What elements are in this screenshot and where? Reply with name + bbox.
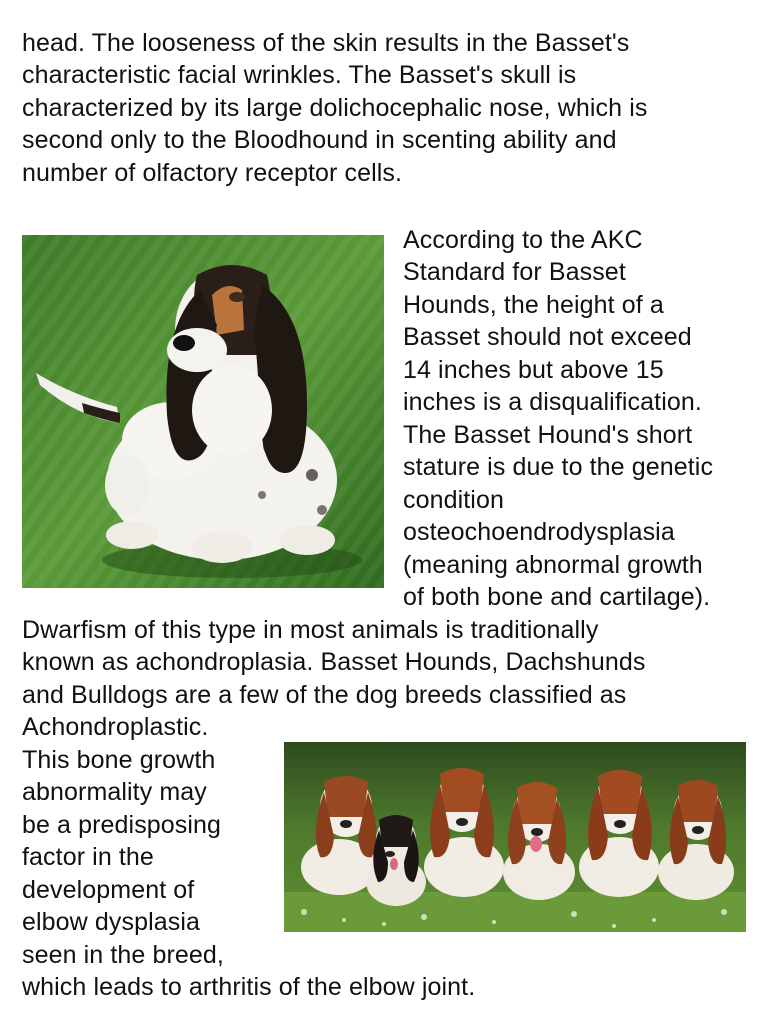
text-line: second only to the Bloodhound in scenting ability and bbox=[22, 126, 617, 154]
text-line: factor in the bbox=[22, 843, 154, 871]
text-line: known as achondroplasia. Basset Hounds, Dachshunds bbox=[22, 648, 646, 676]
text-line: Hounds, the height of a bbox=[403, 291, 664, 319]
text-line: characteristic facial wrinkles. The Basset's skull is bbox=[22, 61, 577, 89]
text-line: of both bone and cartilage). bbox=[403, 583, 711, 611]
text-line: abnormality may bbox=[22, 778, 207, 806]
text-line: head. The looseness of the skin results in the Basset's bbox=[22, 29, 630, 57]
text-line: stature is due to the genetic bbox=[403, 453, 714, 481]
text-line: osteochoendrodysplasia bbox=[403, 518, 675, 546]
text-line: According to the AKC bbox=[403, 226, 643, 254]
text-line: elbow dysplasia bbox=[22, 908, 200, 936]
text-line: inches is a disqualification. bbox=[403, 388, 702, 416]
text-line: number of olfactory receptor cells. bbox=[22, 159, 403, 187]
basset-hound-photo bbox=[22, 235, 384, 588]
basset-hounds-group-photo bbox=[284, 742, 746, 932]
text-line: Dwarfism of this type in most animals is traditionally bbox=[22, 616, 599, 644]
text-line: The Basset Hound's short bbox=[403, 421, 693, 449]
text-line: This bone growth bbox=[22, 746, 216, 774]
text-line: development of bbox=[22, 876, 195, 904]
text-line: (meaning abnormal growth bbox=[403, 551, 703, 579]
text-line: condition bbox=[403, 486, 504, 514]
text-line-final: which leads to arthritis of the elbow joint. bbox=[22, 973, 476, 1001]
text-line: characterized by its large dolichocephalic nose, which is bbox=[22, 94, 648, 122]
text-line: be a predisposing bbox=[22, 811, 222, 839]
text-line: Basset should not exceed bbox=[403, 323, 692, 351]
text-line: and Bulldogs are a few of the dog breeds classified as bbox=[22, 681, 627, 709]
text-line: 14 inches but above 15 bbox=[403, 356, 664, 384]
text-line: Achondroplastic. bbox=[22, 713, 209, 741]
text-line: Standard for Basset bbox=[403, 258, 626, 286]
text-line: seen in the breed, bbox=[22, 941, 224, 969]
